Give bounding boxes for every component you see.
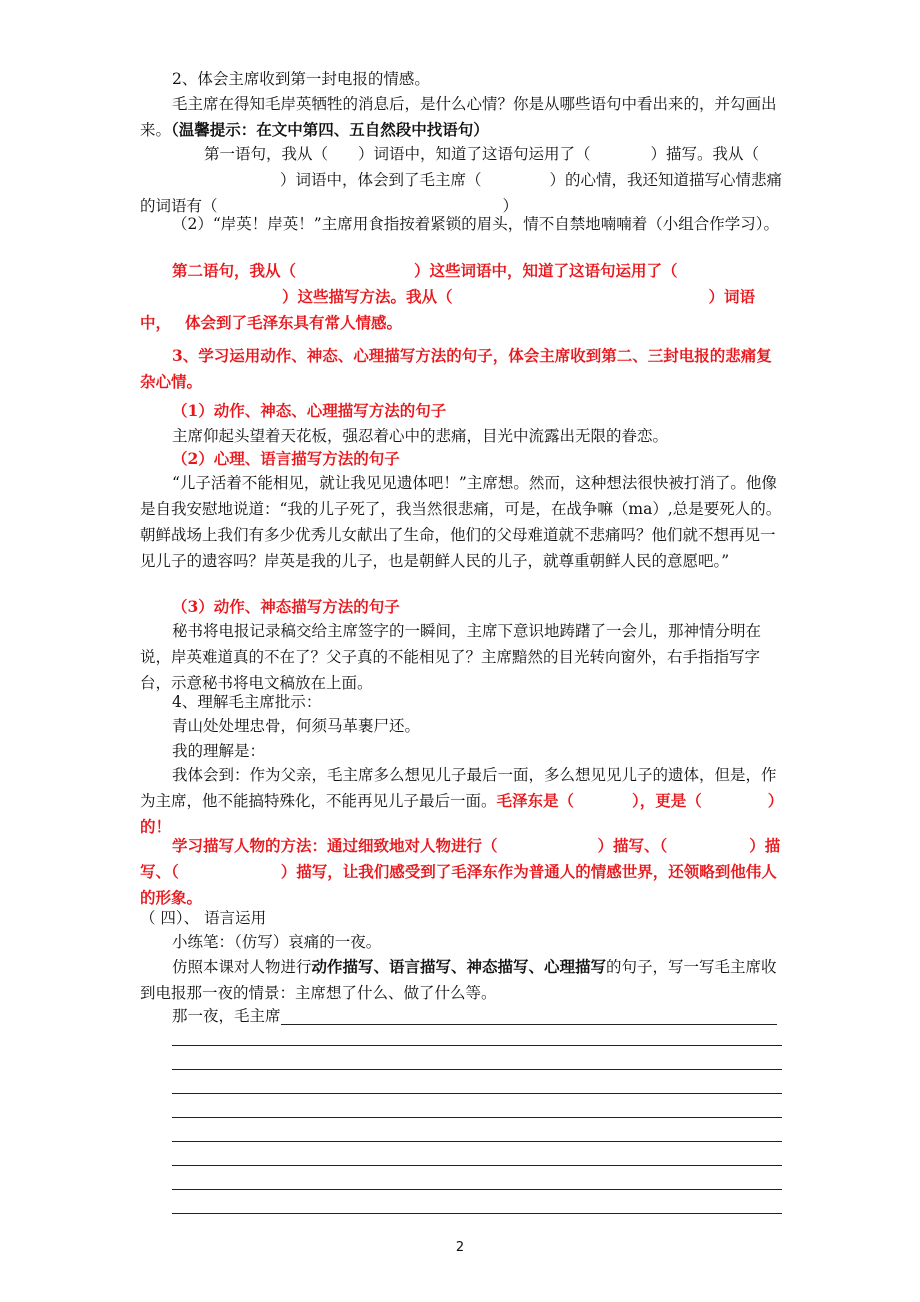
section-2-question <box>140 91 785 143</box>
section-4-heading: 4、理解毛主席批示： <box>172 693 322 711</box>
practice-title: 小练笔：（仿写）哀痛的一夜。 <box>172 933 382 951</box>
fill-text: 体会到了毛泽东具有常人情感。 <box>185 313 403 332</box>
fill-text: 第二语句，我从（ <box>172 261 297 280</box>
fill-text: ）词语中，体会到了毛主席（ <box>280 171 482 189</box>
question-text: 毛主席在得知毛岸英牺牲的消息后，是什么心情？你是从哪些语句中看出来的，并勾画出来。 <box>140 95 777 139</box>
writing-line[interactable] <box>281 1006 777 1025</box>
desc-bold-text: 动作描写、语言描写、神态描写、心理描写 <box>311 957 607 976</box>
feeling-paragraph <box>140 762 785 840</box>
writing-line[interactable] <box>172 1189 782 1190</box>
fill-text: ）词语中，知道了这语句运用了（ <box>358 145 591 163</box>
fill-text: ）描写，让我们感受到了毛泽东作为普通人的情感世界，还领略到他伟人的形象。 <box>140 862 777 907</box>
method-summary <box>140 833 785 911</box>
fill-text: ）的心情，我还知道描写心情悲痛的词语有（ <box>140 171 783 215</box>
section-2-heading: 2、体会主席收到第一封电报的情感。 <box>172 70 430 88</box>
subheading-1: （1）动作、神态、心理描写方法的句子 <box>172 401 447 420</box>
fill-text: ）词语中， <box>140 287 756 332</box>
fill-text: 第一语句，我从（ <box>204 145 329 163</box>
fill-text: ）描写、（ <box>140 836 781 881</box>
fill-text: 毛泽东是（ <box>496 791 575 810</box>
fill-text: ）这些词语中，知道了这语句运用了（ <box>414 261 678 280</box>
poem-line: 青山处处埋忠骨，何须马革裹尸还。 <box>172 717 421 735</box>
understanding-label: 我的理解是： <box>172 742 266 760</box>
fill-text: ），更是（ <box>632 791 702 810</box>
fill-text: ）描写。我从（ <box>650 145 760 163</box>
paragraph-2: “儿子活着不能相见，就让我见见遗体吧！”主席想。然而，这种想法很快被打消了。他像是自我安慰地说道：“我的儿子死了，我当然很悲痛，可是，在战争嘛（ma）,总是要死人的。朝鲜战场上我们有多少优秀儿女献出了生命，他们的父母难道就不悲痛吗？他们就不想再见一见儿子的遗容吗？岸英是我的儿子，也是朝鲜人民的儿子，就尊重朝鲜人民的意愿吧。” <box>140 474 782 570</box>
paragraph-3: 秘书将电报记录稿交给主席签字的一瞬间，主席下意识地踌躇了一会儿，那神情分明在说，岸英难道真的不在了？父子真的不能相见了？主席黯然的目光转向窗外，右手指指写字台，示意秘书将电文稿放在上面。 <box>140 622 762 692</box>
writing-line[interactable] <box>172 1069 782 1070</box>
feeling-text: 我体会到：作为父亲，毛主席多么想见儿子最后一面，多么想见见儿子的遗体，但是，作为主席，他不能搞特殊化，不能再见儿子最后一面。 <box>140 766 777 810</box>
part-4-heading: （ 四）、 语言运用 <box>140 909 267 927</box>
writing-line[interactable] <box>172 1045 782 1046</box>
writing-line[interactable] <box>172 1165 782 1166</box>
fill-text: ）这些描写方法。我从（ <box>282 287 453 306</box>
subheading-3: （3）动作、神态描写方法的句子 <box>172 597 400 616</box>
subheading-2: （2）心理、语言描写方法的句子 <box>172 449 400 468</box>
hint-text: （温馨提示：在文中第四、五自然段中找语句） <box>171 120 489 139</box>
writing-line[interactable] <box>172 1117 782 1118</box>
practice-description <box>140 954 785 1006</box>
fill-text: ）的！ <box>140 791 784 836</box>
fill-text: ）描写、（ <box>597 836 668 855</box>
second-sentence-fill <box>140 258 785 336</box>
writing-line[interactable] <box>172 1213 782 1214</box>
second-quote: （2）“岸英！岸英！”主席用食指按着紧锁的眉头，情不自禁地喃喃着（小组合作学习）。 <box>172 215 779 233</box>
practice-start-line <box>140 1003 785 1029</box>
desc-text: 的句子，写一写毛主席收到电报那一夜的情景：主席想了什么、做了什么等。 <box>140 958 777 1002</box>
fill-text: 学习描写人物的方法：通过细致地对人物进行（ <box>172 836 498 855</box>
paragraph-1: 主席仰起头望着天花板，强忍着心中的悲痛，目光中流露出无限的眷恋。 <box>172 427 669 445</box>
first-sentence-fill <box>140 141 785 219</box>
fill-text: ） <box>502 197 519 215</box>
writing-line[interactable] <box>172 1141 782 1142</box>
section-3-heading: 3、学习运用动作、神态、心理描写方法的句子，体会主席收到第二、三封电报的悲痛复杂心情。 <box>140 346 772 391</box>
writing-line[interactable] <box>172 1093 782 1094</box>
desc-text: 仿照本课对人物进行 <box>172 958 312 976</box>
start-text: 那一夜，毛主席 <box>172 1007 281 1025</box>
page-number: 2 <box>455 1240 465 1255</box>
